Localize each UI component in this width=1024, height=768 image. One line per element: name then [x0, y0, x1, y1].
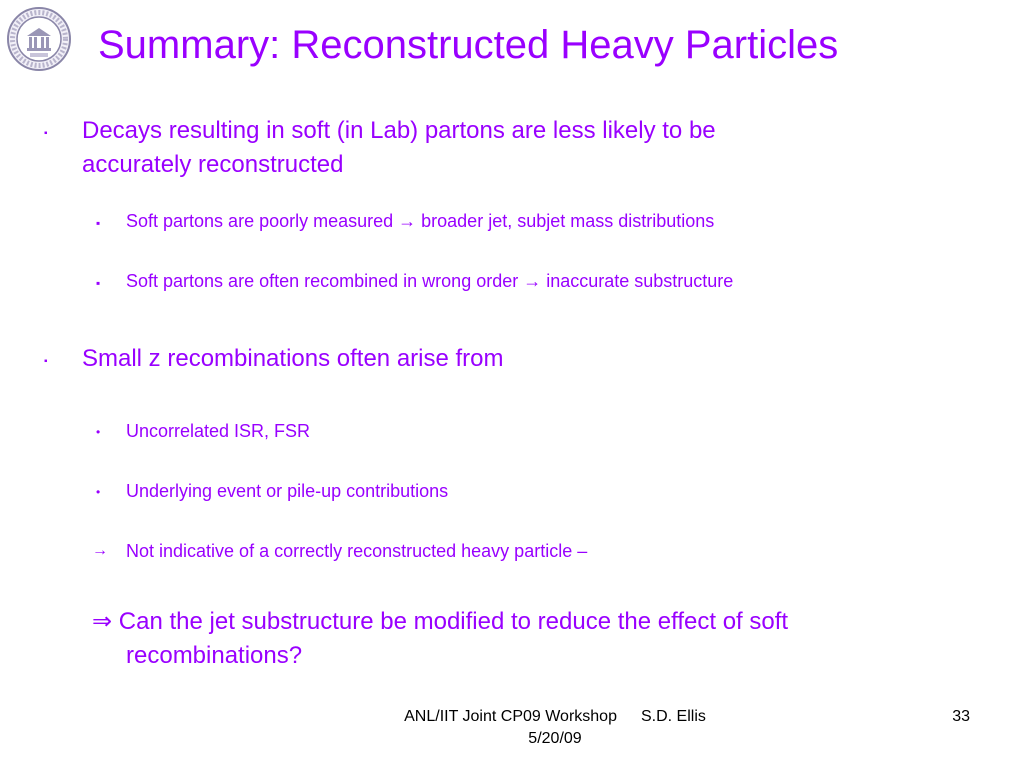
- bullet-decays-line2: accurately reconstructed: [82, 151, 344, 178]
- bullet-marker: ▪: [44, 356, 48, 367]
- sub-bullet-marker: •: [96, 425, 101, 439]
- implication-line2: recombinations?: [126, 642, 303, 669]
- university-seal-icon: [6, 6, 72, 72]
- sub-bullet-marker: ▪: [96, 216, 101, 230]
- slide-title: Summary: Reconstructed Heavy Particles: [98, 23, 839, 67]
- bullet-decays-line1: Decays resulting in soft (in Lab) partons are less likely to be: [82, 117, 716, 144]
- sub-bullet-isr-fsr: Uncorrelated ISR, FSR: [126, 421, 311, 441]
- implication-question: [92, 605, 952, 673]
- footer-event: ANL/IIT Joint CP09 Workshop: [404, 708, 617, 725]
- sub-bullet-poorly-measured: Soft partons are poorly measured → broader jet, subjet mass distributions: [126, 211, 715, 231]
- bullet-decays: [82, 114, 902, 182]
- footer: [360, 706, 750, 750]
- sub-bullet-marker: •: [96, 485, 101, 499]
- sub-bullet-not-indicative: Not indicative of a correctly reconstructed heavy particle –: [126, 541, 588, 561]
- footer-date: 5/20/09: [528, 730, 582, 747]
- sub-bullet-wrong-order: Soft partons are often recombined in wrong order → inaccurate substructure: [126, 271, 734, 291]
- implies-icon: ⇒: [92, 608, 113, 635]
- arrow-marker-icon: →: [92, 542, 108, 559]
- footer-author: S.D. Ellis: [640, 708, 706, 725]
- bullet-small-z: Small z recombinations often arise from: [82, 345, 504, 372]
- page-number: 33: [952, 708, 970, 725]
- sub-bullet-marker: ▪: [96, 276, 101, 290]
- implication-line1: Can the jet substructure be modified to reduce the effect of soft: [118, 608, 789, 635]
- sub-bullet-underlying-event: Underlying event or pile-up contributions: [126, 481, 449, 501]
- bullet-marker: ▪: [44, 128, 48, 139]
